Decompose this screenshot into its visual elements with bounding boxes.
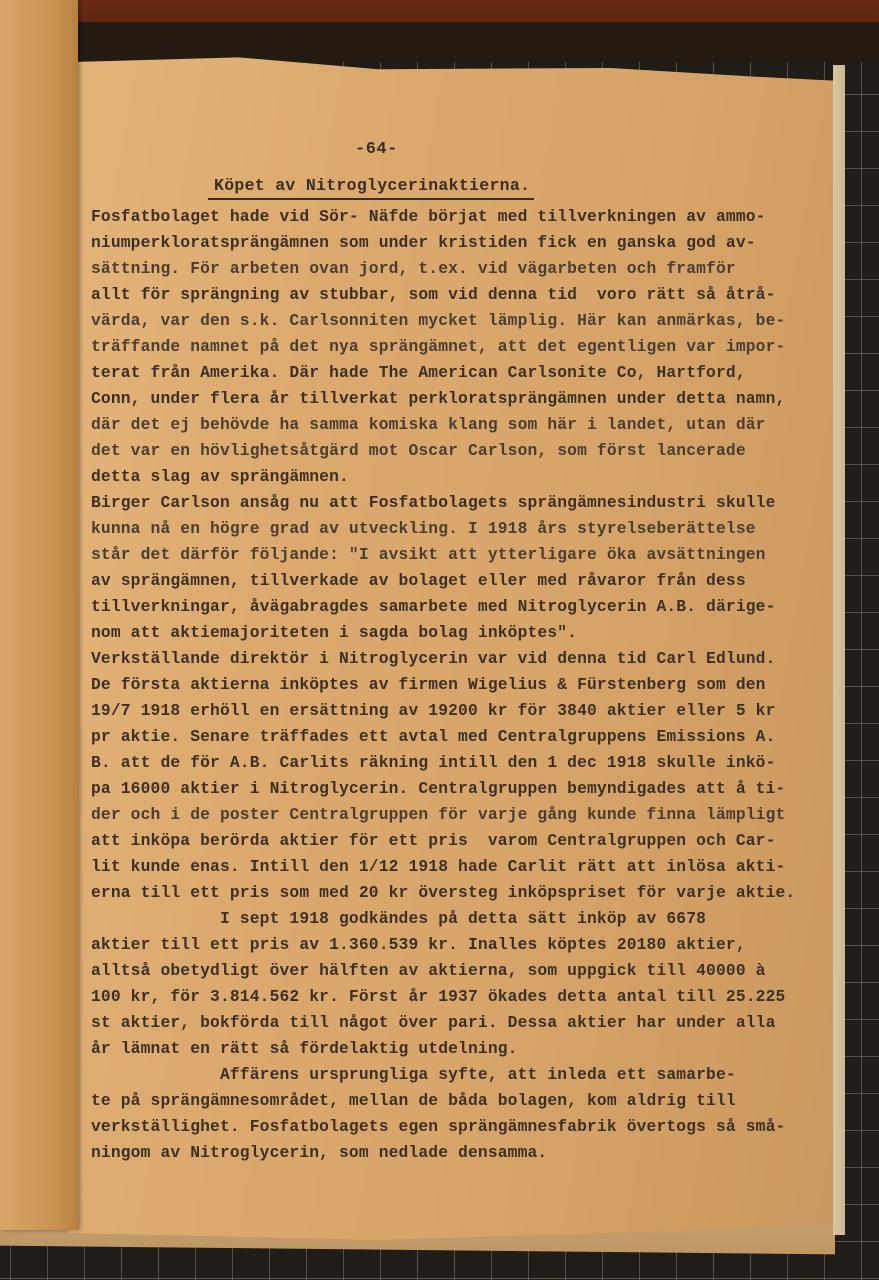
text-line: erna till ett pris som med 20 kr översteg inköpspriset för varje aktie. [91,883,796,902]
text-line: allt för sprängning av stubbar, som vid denna tid voro rätt så åtrå- [91,285,776,304]
text-line: te på sprängämnesområdet, mellan de båda bolagen, kom aldrig till [91,1091,736,1110]
text-line: nom att aktiemajoriteten i sagda bolag inköptes". [91,623,578,642]
text-line: sättning. För arbeten ovan jord, t.ex. vid vägarbeten och framför [91,259,736,278]
text-line: träffande namnet på det nya sprängämnet, att det egentligen var impor- [91,337,786,356]
text-line: ningom av Nitroglycerin, som nedlade densamma. [91,1143,548,1162]
body-text [91,204,831,1166]
text-line: av sprängämnen, tillverkade av bolaget eller med råvaror från dess [91,571,746,590]
text-line: B. att de för A.B. Carlits räkning intill den 1 dec 1918 skulle inkö- [91,753,776,772]
text-line: det var en hövlighetsåtgärd mot Oscar Carlson, som först lancerade [91,441,746,460]
text-line: tillverkningar, åvägabragdes samarbete med Nitroglycerin A.B. därige- [91,597,776,616]
text-line: verkställighet. Fosfatbolagets egen sprängämnesfabrik övertogs så små- [91,1117,786,1136]
section-title: Köpet av Nitroglycerinaktierna. [208,176,534,200]
text-line: alltså obetydligt över hälften av aktierna, som uppgick till 40000 à [91,961,766,980]
text-line: lit kunde enas. Intill den 1/12 1918 hade Carlit rätt att inlösa akti- [91,857,786,876]
text-line: år lämnat en rätt så fördelaktig utdelning. [91,1039,518,1058]
text-line: att inköpa berörda aktier för ett pris varom Centralgruppen och Car- [91,831,776,850]
text-line: står det därför följande: "I avsikt att ytterligare öka avsättningen [91,545,766,564]
text-line: st aktier, bokförda till något över pari. Dessa aktier har under alla [91,1013,776,1032]
text-line: terat från Amerika. Där hade The American Carlsonite Co, Hartford, [91,363,746,382]
text-line: De första aktierna inköptes av firmen Wigelius & Fürstenberg som den [91,675,766,694]
text-line: kunna nå en högre grad av utveckling. I 1918 års styrelseberättelse [91,519,756,538]
text-line: Fosfatbolaget hade vid Sör- Näfde börjat med tillverkningen av ammo- [91,207,766,226]
text-line: niumperkloratsprängämnen som under kristiden fick en ganska god av- [91,233,756,252]
text-line: Affärens ursprungliga syfte, att inleda ett samarbe- [91,1065,736,1084]
page-number: -64- [355,140,398,159]
text-line: pa 16000 aktier i Nitroglycerin. Centralgruppen bemyndigades att å ti- [91,779,786,798]
text-line: värda, var den s.k. Carlsonniten mycket lämplig. Här kan anmärkas, be- [91,311,786,330]
text-line: där det ej behövde ha samma komiska klang som här i landet, utan där [91,415,766,434]
text-line: Conn, under flera år tillverkat perkloratsprängämnen under detta namn, [91,389,786,408]
text-line: 19/7 1918 erhöll en ersättning av 19200 kr för 3840 aktier eller 5 kr [91,701,776,720]
text-line: pr aktie. Senare träffades ett avtal med Centralgruppens Emissions A. [91,727,776,746]
text-line: aktier till ett pris av 1.360.539 kr. Inalles köptes 20180 aktier, [91,935,746,954]
text-line: der och i de poster Centralgruppen för varje gång kunde finna lämpligt [91,805,786,824]
text-line: Verkställande direktör i Nitroglycerin var vid denna tid Carl Edlund. [91,649,776,668]
text-line: detta slag av sprängämnen. [91,467,349,486]
text-line: Birger Carlson ansåg nu att Fosfatbolagets sprängämnesindustri skulle [91,493,776,512]
text-line: 100 kr, för 3.814.562 kr. Först år 1937 ökades detta antal till 25.225 [91,987,786,1006]
text-line: I sept 1918 godkändes på detta sätt inköp av 6678 [91,909,707,928]
